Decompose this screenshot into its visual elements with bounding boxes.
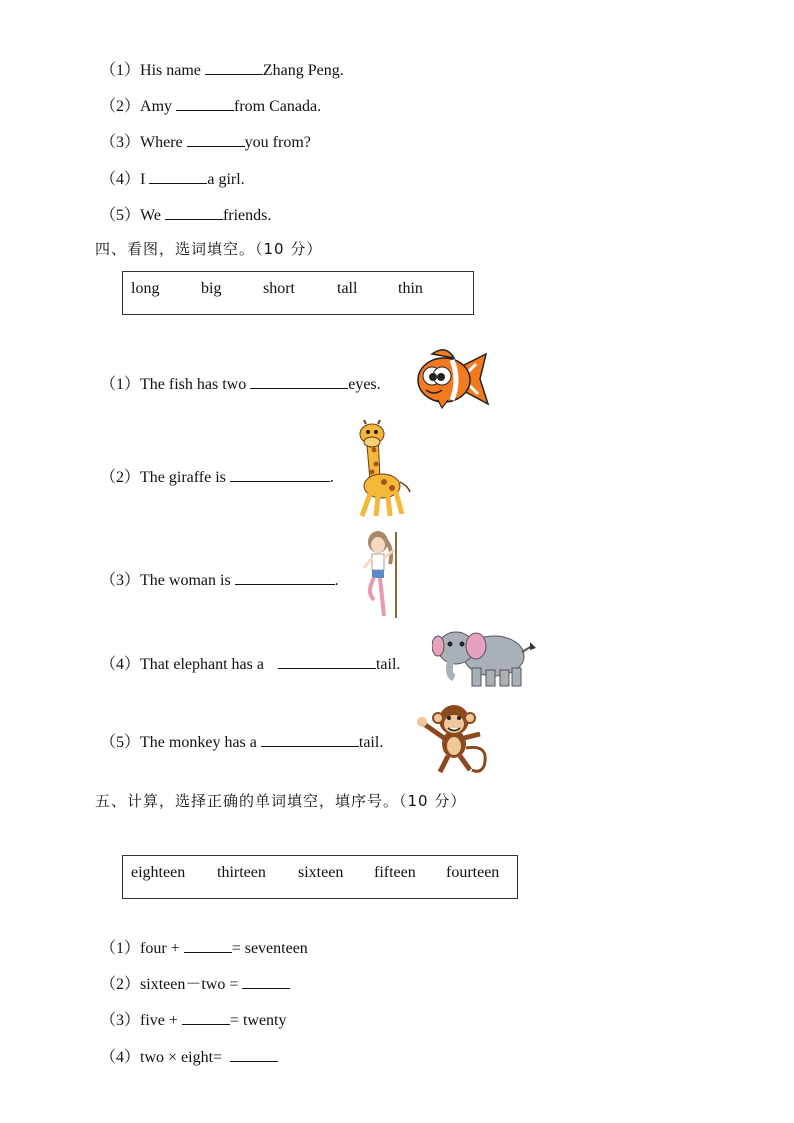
item-text: I [140, 171, 150, 188]
word-bank-word: big [201, 280, 222, 297]
item-number: （1） [100, 940, 141, 957]
item-number: （2） [100, 98, 141, 115]
answer-blank[interactable] [165, 205, 223, 220]
answer-blank[interactable] [242, 974, 290, 989]
s5-item-4 [100, 1044, 278, 1067]
item-number: （4） [100, 656, 141, 673]
fish-icon [412, 346, 492, 412]
section5-heading: 五、计算，选择正确的单词填空，填序号。（10 分） [95, 792, 467, 810]
tall-woman-icon [360, 530, 406, 620]
item-text: friends. [222, 207, 272, 224]
s3-item-3 [100, 129, 311, 152]
item-number: （5） [100, 734, 141, 751]
item-text: sixteen－two = [140, 976, 243, 993]
word-bank-word: thin [398, 280, 423, 297]
answer-blank[interactable] [250, 374, 348, 389]
item-text: . [329, 469, 334, 486]
answer-blank[interactable] [235, 570, 335, 585]
item-text: The fish has two [140, 376, 251, 393]
item-text: The giraffe is [140, 469, 230, 486]
item-text: five + [140, 1012, 182, 1029]
item-text: Amy [140, 98, 177, 115]
item-text: His name [140, 62, 205, 79]
item-text: Zhang Peng. [262, 62, 344, 79]
word-bank-word: long [131, 280, 160, 297]
word-bank-word: fifteen [374, 864, 416, 881]
item-text: you from? [244, 134, 311, 151]
item-text: We [140, 207, 165, 224]
s5-item-1 [100, 935, 308, 958]
item-number: （1） [100, 376, 141, 393]
giraffe-icon [348, 420, 414, 520]
word-bank-word: fourteen [446, 864, 500, 881]
answer-blank[interactable] [187, 132, 245, 147]
item-text: = seventeen [231, 940, 308, 957]
item-number: （3） [100, 134, 141, 151]
answer-blank[interactable] [205, 60, 263, 75]
answer-blank[interactable] [176, 96, 234, 111]
s4-item-4 [100, 651, 400, 674]
s4-item-5 [100, 729, 383, 752]
item-text: That elephant has a [140, 656, 272, 673]
item-number: （2） [100, 469, 141, 486]
word-bank-word: tall [337, 280, 358, 297]
word-bank-word: eighteen [131, 864, 186, 881]
s3-item-2 [100, 93, 321, 116]
s4-item-3 [100, 567, 339, 590]
item-text: The monkey has a [140, 734, 261, 751]
item-number: （2） [100, 976, 141, 993]
answer-blank[interactable] [184, 938, 232, 953]
s5-item-2 [100, 971, 290, 994]
answer-blank[interactable] [182, 1010, 230, 1025]
item-text: eyes. [348, 376, 381, 393]
word-bank-5 [122, 855, 518, 899]
item-text: Where [140, 134, 187, 151]
s4-item-1 [100, 371, 381, 394]
word-bank-word: thirteen [217, 864, 266, 881]
monkey-icon [414, 698, 492, 776]
item-text: = twenty [229, 1012, 287, 1029]
s5-item-3 [100, 1007, 287, 1030]
item-text: tail. [375, 656, 401, 673]
item-number: （4） [100, 171, 141, 188]
item-text: two × eight= [140, 1049, 227, 1066]
answer-blank[interactable] [149, 169, 207, 184]
item-text: tail. [358, 734, 384, 751]
word-bank-4 [122, 271, 474, 315]
s3-item-1 [100, 57, 344, 80]
item-text: . [334, 572, 339, 589]
s3-item-4 [100, 166, 245, 189]
word-bank-word: short [263, 280, 295, 297]
item-number: （1） [100, 62, 141, 79]
item-text: The woman is [140, 572, 235, 589]
item-text: from Canada. [234, 98, 322, 115]
answer-blank[interactable] [278, 654, 376, 669]
answer-blank[interactable] [230, 1047, 278, 1062]
word-bank-word: sixteen [298, 864, 344, 881]
item-number: （5） [100, 207, 141, 224]
item-number: （3） [100, 1012, 141, 1029]
section4-heading: 四、看图，选词填空。（10 分） [95, 240, 323, 258]
answer-blank[interactable] [230, 467, 330, 482]
s4-item-2 [100, 464, 334, 487]
item-number: （3） [100, 572, 141, 589]
item-text: four + [140, 940, 184, 957]
elephant-icon [432, 626, 536, 690]
answer-blank[interactable] [261, 732, 359, 747]
s3-item-5 [100, 202, 271, 225]
item-number: （4） [100, 1049, 141, 1066]
item-text: a girl. [207, 171, 245, 188]
